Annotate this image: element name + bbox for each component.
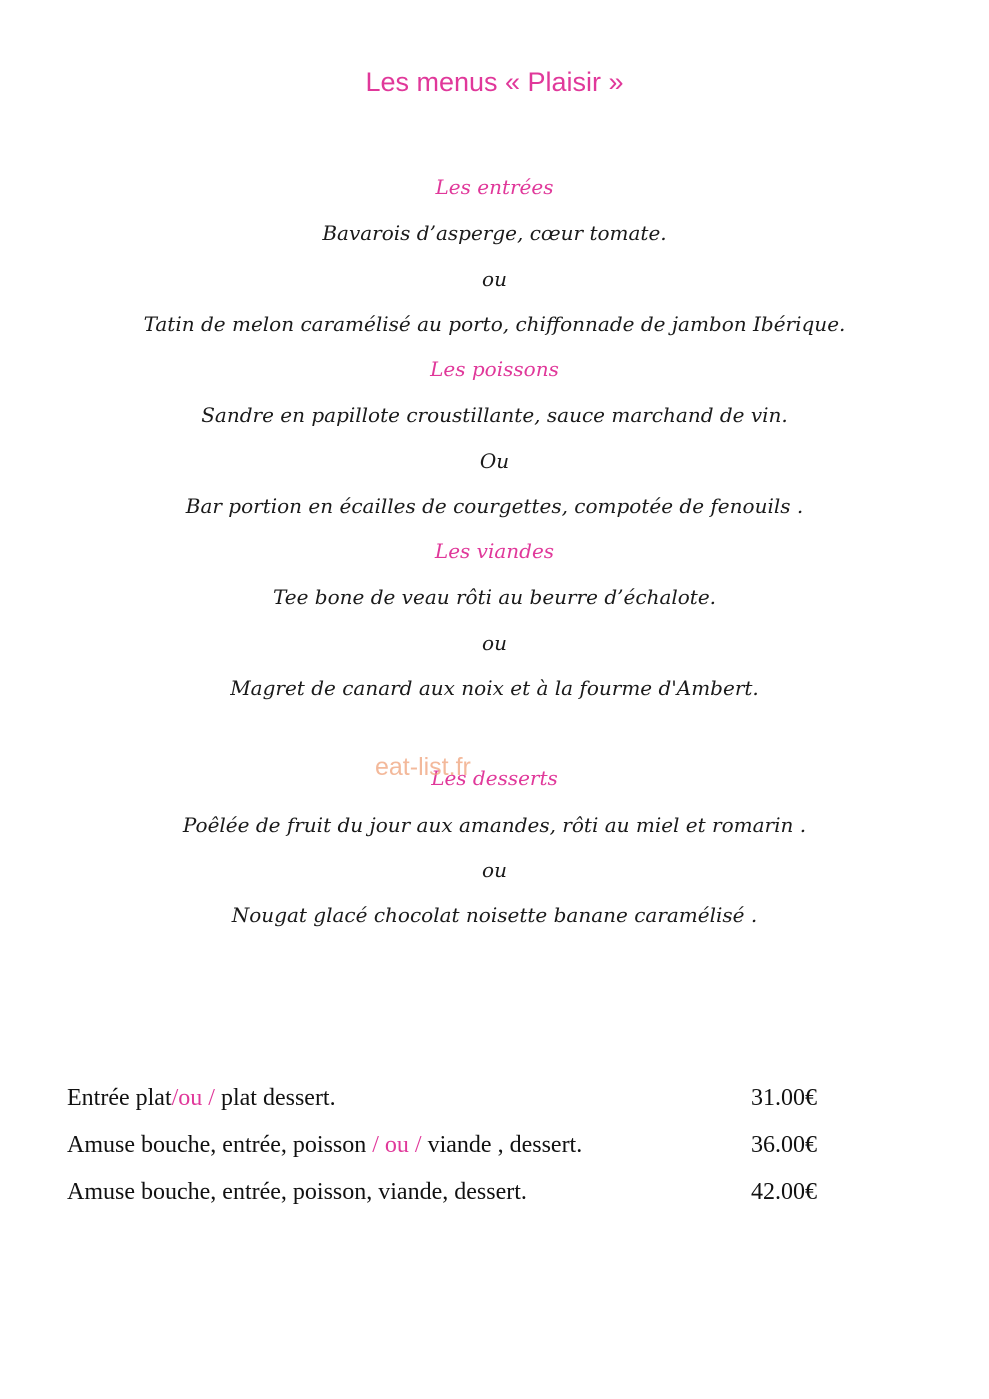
section-heading-poissons: Les poissons (430, 357, 559, 381)
menu-item: Bar portion en écailles de courgettes, compotée de fenouils . (185, 494, 804, 518)
formula-separator: / ou / (372, 1132, 422, 1158)
menu-title: Les menus « Plaisir » (365, 67, 624, 97)
watermark: eat-list.fr (375, 753, 471, 781)
menu-item: Sandre en papillote croustillante, sauce marchand de vin. (201, 403, 788, 427)
section-heading-desserts: Les desserts (431, 766, 558, 790)
price: 36.00€ (751, 1132, 817, 1158)
menu-item: Nougat glacé chocolat noisette banane caramélisé . (231, 903, 758, 927)
menu-item: Bavarois d’asperge, cœur tomate. (322, 221, 667, 245)
price: 42.00€ (751, 1179, 817, 1205)
price-row (67, 1128, 817, 1162)
menu-item: Magret de canard aux noix et à la fourme d'Ambert. (230, 676, 759, 700)
price-row (67, 1081, 817, 1115)
menu-item: Tee bone de veau rôti au beurre d’échalote. (272, 585, 717, 609)
formula-text: viande , dessert. (421, 1132, 583, 1158)
or-separator: ou (482, 267, 507, 291)
section-heading-entrees: Les entrées (435, 175, 554, 199)
or-separator: ou (482, 858, 507, 882)
or-separator: ou (482, 631, 507, 655)
formula-text: plat dessert. (214, 1085, 336, 1111)
formula-text: Amuse bouche, entrée, poisson, viande, dessert. (67, 1179, 527, 1205)
formula-separator: /ou / (171, 1085, 215, 1111)
menu-item: Poêlée de fruit du jour aux amandes, rôti au miel et romarin . (182, 813, 807, 837)
formula-text: Amuse bouche, entrée, poisson (67, 1132, 373, 1158)
price-row (67, 1175, 817, 1209)
section-heading-viandes: Les viandes (434, 539, 555, 563)
formula-text: Entrée plat (67, 1085, 172, 1111)
menu-item: Tatin de melon caramélisé au porto, chiffonnade de jambon Ibérique. (143, 312, 846, 336)
price: 31.00€ (751, 1085, 817, 1111)
or-separator: Ou (479, 449, 510, 473)
